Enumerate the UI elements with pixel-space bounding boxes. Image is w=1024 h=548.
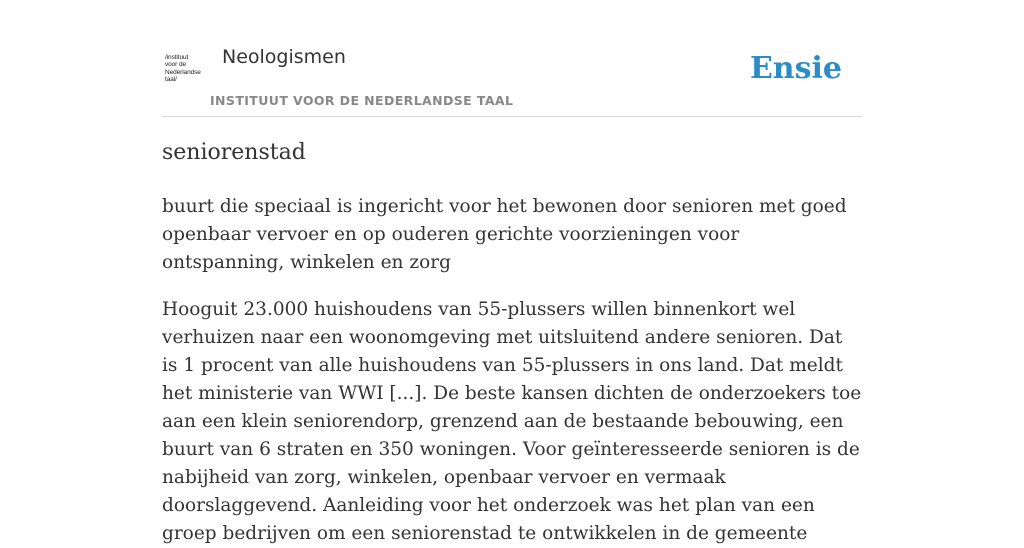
logo-line: Nederlandse xyxy=(165,68,201,76)
logo-line: taal/ xyxy=(165,75,177,83)
site-title-link[interactable]: Neologismen xyxy=(222,46,346,68)
ensie-brand-link[interactable]: Ensie xyxy=(749,51,842,86)
site-header xyxy=(162,0,862,117)
logo-line: voor de xyxy=(165,61,186,69)
logo-line: /instituut xyxy=(165,54,189,61)
page xyxy=(162,0,862,544)
institute-logo[interactable] xyxy=(165,54,209,90)
entry-quote: Hooguit 23.000 huishoudens van 55-plussers willen binnenkort wel verhuizen naar een woonomgeving met uitsluitend andere senioren. Dat is 1 procent van alle huishoudens van 55-plussers in ons land. Dat meldt het ministerie van WWI [...]. De beste kansen dichten de onderzoekers toe aan een klein seniorendorp, grenzend aan de bestaande bebouwing, een buurt van 6 straten en 350 woningen. Voor geïnteresseerde senioren is de nabijheid van zorg, winkelen, openbaar vervoer en vermaak doorslaggevend. Aanleiding voor het onderzoek was het plan van een groep bedrijven om een seniorenstad te ontwikkelen in de gemeente xyxy=(162,299,862,544)
institute-name: INSTITUUT VOOR DE NEDERLANDSE TAAL xyxy=(210,93,514,108)
entry-headword: seniorenstad xyxy=(162,140,306,165)
entry-definition: buurt die speciaal is ingericht voor het bewonen door senioren met goed openbaar vervoer en op ouderen gerichte voorzieningen voor ontspanning, winkelen en zorg xyxy=(162,196,847,273)
